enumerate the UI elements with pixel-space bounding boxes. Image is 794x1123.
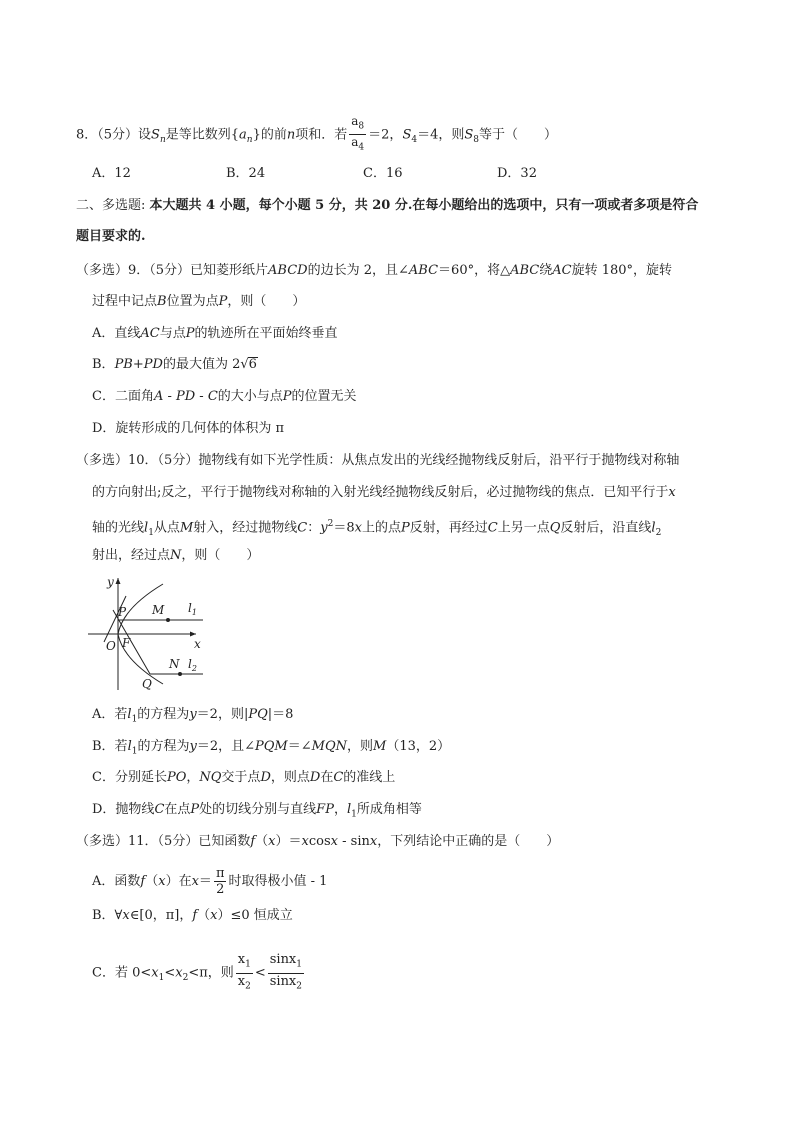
label-m: M: [152, 603, 165, 617]
q10-stem-line2: 的方向射出;反之，平行于抛物线对称轴的入射光线经抛物线反射后，必过抛物线的焦点．已知平行于x: [92, 485, 676, 500]
label-n: N: [169, 657, 180, 671]
label-l1: $l_1$: [188, 601, 197, 617]
q11-option-b[interactable]: B．∀x∈[0，π]，f（x）≤0 恒成立: [92, 908, 293, 923]
label-x: x: [194, 637, 201, 651]
q9-option-b[interactable]: B．PB+PD的最大值为 2√6: [92, 357, 257, 372]
q10-option-c[interactable]: C．分别延长PO，NQ交于点D，则点D在C的准线上: [92, 770, 396, 785]
label-p: P: [118, 605, 127, 619]
q8-option-b[interactable]: B．24: [226, 166, 266, 181]
point-m: [166, 618, 170, 622]
q10-stem-line3: 轴的光线$l_1$从点M射入，经过抛物线C：$y^2=8x$上的点P反射，再经过C上另一点Q反射后，沿直线$l_2$: [92, 519, 662, 538]
q8-stem: 8．（5分）设$S_n$是等比数列$\{a_n\}$的前n项和．若 $\frac{a_8}{a_4}$ ＝2，$S_4=4$，则$S_8$等于（ ）: [76, 114, 557, 156]
q8-option-a[interactable]: A．12: [92, 166, 131, 181]
q10-option-b[interactable]: B．若$l_1$的方程为y＝2，且∠PQM＝∠MQN，则M（13，2）: [92, 739, 451, 757]
q8-option-c[interactable]: C．16: [363, 166, 403, 181]
q11-option-a[interactable]: A．函数f（x）在x＝ $\frac{\pi}{2}$ 时取得极小值 - 1: [92, 866, 328, 897]
q9-stem-line2: 过程中记点B位置为点P，则（ ）: [92, 294, 306, 309]
section-header: 二、多选题: 本大题共 4 小题，每个小题 5 分，共 20 分.在每小题给出的选项中，只有一项或者多项是符合: [76, 198, 699, 213]
label-y: y: [107, 575, 114, 589]
q11-fraction-x: $\frac{x_1}{x_2}$: [237, 952, 251, 992]
q10-option-d[interactable]: D．抛物线C在点P处的切线分别与直线FP，$l_1$所成角相等: [92, 802, 422, 820]
q8-fraction: $\frac{a_8}{a_4}$: [351, 114, 365, 153]
label-f: F: [122, 636, 131, 650]
q9-option-d[interactable]: D．旋转形成的几何体的体积为 π: [92, 421, 285, 436]
label-o: O: [106, 639, 116, 653]
q11-stem: （多选）11．（5分）已知函数f（x）＝xcosx - sinx，下列结论中正确的是（ ）: [76, 834, 560, 849]
point-n: [178, 672, 182, 676]
q10-stem: （多选）10．（5分）抛物线有如下光学性质：从焦点发出的光线经抛物线反射后，沿平行于抛物线对称轴: [76, 453, 680, 468]
q11-fraction-sin: $\frac{\sin x_1}{\sin x_2}$: [269, 952, 303, 992]
q9-stem: （多选）9．（5分）已知菱形纸片ABCD的边长为 2，且∠ABC＝60°，将△ABC绕AC旋转 180°，旋转: [76, 263, 673, 278]
q11-option-c[interactable]: C．若 $0<x_1<x_2<\pi$，则 $\frac{x_1}{x_2}$ < $\frac{\sin x_1}{\sin x_2}$: [92, 952, 306, 994]
q9-option-c[interactable]: C．二面角A - PD - C的大小与点P的位置无关: [92, 389, 357, 404]
q10-option-a[interactable]: A．若$l_1$的方程为y＝2，则|PQ|＝8: [92, 707, 294, 725]
label-q: Q: [142, 677, 152, 691]
section-header-line2: 题目要求的.: [76, 229, 146, 244]
q8-number: 8．（5分）设: [76, 127, 152, 143]
q9-option-a[interactable]: A．直线AC与点P的轨迹所在平面始终垂直: [92, 326, 338, 341]
q10-stem-line4: 射出，经过点N，则（ ）: [92, 548, 260, 563]
q8-option-d[interactable]: D．32: [497, 166, 537, 181]
label-l2: $l_2$: [188, 657, 197, 673]
sqrt-sign: √: [240, 357, 249, 372]
parabola-figure: [88, 572, 208, 692]
q11-fraction-pi-2: $\frac{\pi}{2}$: [215, 866, 225, 897]
